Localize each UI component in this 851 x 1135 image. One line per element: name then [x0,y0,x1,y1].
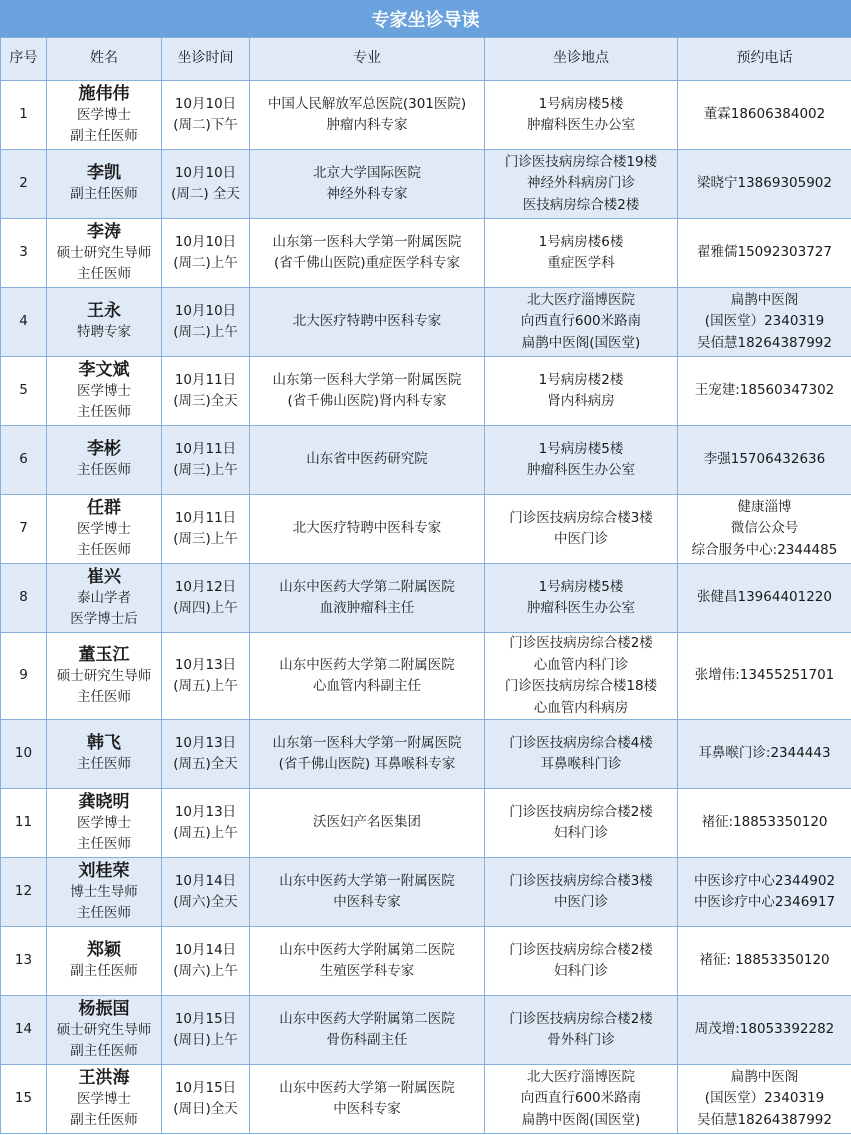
phone-line: 中医诊疗中心2346917 [693,894,836,910]
booking-phone [678,357,851,426]
specialty-line: 骨伤科副主任 [326,1032,408,1048]
doctor-title: 副主任医师 [70,1112,138,1128]
table-row [1,564,851,633]
clinic-time-line: (周五)上午 [173,825,238,841]
doctor-cell [47,81,162,150]
clinic-time [162,858,250,927]
booking-phone [678,426,851,495]
clinic-time-line: 10月10日 [174,302,237,319]
phone-line: 吴佰慧18264387992 [697,1111,832,1128]
specialty [250,996,485,1065]
clinic-time-line: 10月14日 [174,941,237,958]
specialty-line: 中医科专家 [333,1101,401,1117]
clinic-time-line: (周二) 全天 [171,186,240,202]
row-number: 12 [1,858,47,927]
specialty-line: 生殖医学科专家 [319,963,415,979]
clinic-location [485,564,678,633]
specialty [250,720,485,789]
specialty-line: (省千佛山医院) 耳鼻喉科专家 [278,756,456,772]
clinic-time-line: 10月13日 [174,656,237,673]
doctor-cell [47,720,162,789]
clinic-location [485,927,678,996]
doctor-cell [47,219,162,288]
doctor-cell [47,789,162,858]
row-number: 10 [1,720,47,789]
specialty [250,288,485,357]
table-row [1,288,851,357]
location-line: 肾内科病房 [547,393,615,409]
location-line: 1号病房楼2楼 [538,371,624,388]
location-line: 重症医学科 [547,255,615,271]
doctor-cell [47,564,162,633]
specialty-line: 山东中医药大学第一附属医院 [279,1079,455,1096]
phone-line: 中医诊疗中心2344902 [693,872,836,889]
phone-line: 翟雅儒15092303727 [697,244,832,261]
phone-line: 王宠建:18560347302 [694,382,835,399]
doctor-title: 主任医师 [77,462,131,479]
phone-line: 张增伟:13455251701 [694,667,835,684]
booking-phone [678,633,851,720]
row-number: 2 [1,150,47,219]
booking-phone [678,288,851,357]
specialty-line: 山东中医药大学第一附属医院 [279,872,455,889]
row-number: 13 [1,927,47,996]
clinic-time [162,495,250,564]
location-line: 中医门诊 [554,531,608,547]
phone-line: 耳鼻喉门诊:2344443 [698,745,831,762]
clinic-time [162,288,250,357]
doctor-title: 医学博士 [77,1090,131,1107]
clinic-location [485,150,678,219]
location-line: 扁鹊中医阁(国医堂) [521,334,641,351]
doctor-cell [47,858,162,927]
row-number: 8 [1,564,47,633]
booking-phone [678,564,851,633]
clinic-time-line: 10月12日 [174,578,237,595]
specialty [250,150,485,219]
doctor-cell [47,633,162,720]
table-row [1,720,851,789]
phone-line: 梁晓宁13869305902 [697,175,832,192]
clinic-time-line: 10月11日 [174,371,237,388]
location-line: 1号病房楼5楼 [538,578,624,595]
doctor-title: 副主任医师 [70,963,138,980]
clinic-time-line: (周五)全天 [173,756,238,772]
clinic-time-line: (周日)上午 [173,1032,238,1048]
location-line: 门诊医技病房综合楼3楼 [509,509,653,526]
clinic-time [162,219,250,288]
location-line: 肿瘤科医生办公室 [527,462,635,478]
specialty [250,927,485,996]
specialty-line: 沃医妇产名医集团 [313,814,421,831]
specialty [250,858,485,927]
row-number: 3 [1,219,47,288]
location-line: 向西直行600米路南 [520,313,642,330]
doctor-cell [47,288,162,357]
doctor-title: 硕士研究生导师 [56,667,152,684]
specialty [250,564,485,633]
doctor-title: 医学博士 [77,814,131,831]
table-row [1,219,851,288]
clinic-time-line: (周五)上午 [173,678,238,694]
doctor-title: 主任医师 [77,404,131,420]
doctor-cell [47,150,162,219]
doctor-title: 特聘专家 [77,324,131,341]
doctor-title: 医学博士后 [70,611,138,627]
specialty-line: 北京大学国际医院 [313,164,421,181]
location-line: 门诊医技病房综合楼18楼 [504,678,658,694]
clinic-location [485,426,678,495]
location-line: 1号病房楼5楼 [538,440,624,457]
doctor-name: 崔兴 [87,566,121,587]
clinic-time [162,1065,250,1134]
doctor-name: 龚晓明 [78,791,130,812]
row-number: 11 [1,789,47,858]
expert-schedule-table [0,37,851,1134]
doctor-name: 刘桂荣 [78,860,130,881]
clinic-time-line: (周三)全天 [173,393,238,409]
booking-phone [678,996,851,1065]
clinic-time-line: (周三)上午 [173,531,238,547]
doctor-name: 董玉江 [78,644,130,665]
doctor-cell [47,495,162,564]
doctor-name: 李涛 [87,221,121,242]
clinic-time [162,789,250,858]
phone-line: 扁鹊中医阁 [730,1068,799,1085]
page-title: 专家坐诊导读 [0,0,851,37]
specialty-line: 山东中医药大学第二附属医院 [279,656,455,673]
specialty-line: 山东第一医科大学第一附属医院 [272,233,462,250]
clinic-time [162,357,250,426]
location-line: 门诊医技病房综合楼2楼 [509,941,653,958]
doctor-cell [47,1065,162,1134]
specialty-line: 山东中医药大学附属第二医院 [279,1010,455,1027]
clinic-time-line: 10月15日 [174,1079,237,1096]
specialty-line: 山东第一医科大学第一附属医院 [272,734,462,751]
clinic-location [485,720,678,789]
table-row [1,495,851,564]
booking-phone [678,789,851,858]
clinic-time-line: 10月10日 [174,233,237,250]
clinic-time [162,720,250,789]
doctor-name: 杨振国 [78,998,130,1019]
specialty [250,789,485,858]
location-line: 肿瘤科医生办公室 [527,117,635,133]
clinic-time [162,150,250,219]
phone-line: 董霖18606384002 [703,106,826,123]
table-row [1,426,851,495]
clinic-location [485,858,678,927]
doctor-name: 李彬 [87,439,121,460]
clinic-time-line: 10月14日 [174,872,237,889]
table-row [1,1065,851,1134]
doctor-cell [47,996,162,1065]
clinic-location [485,81,678,150]
clinic-time-line: (周二)上午 [173,324,238,340]
clinic-time-line: 10月15日 [174,1010,237,1027]
doctor-title: 主任医师 [77,836,131,852]
phone-line: 吴佰慧18264387992 [697,334,832,351]
doctor-cell [47,357,162,426]
phone-line: 张健昌13964401220 [697,589,832,606]
header-row [1,38,851,81]
location-line: 门诊医技病房综合楼4楼 [509,734,653,751]
clinic-time [162,564,250,633]
location-line: 1号病房楼6楼 [538,233,624,250]
phone-line: 褚征: 18853350120 [699,952,830,969]
location-line: 中医门诊 [554,894,608,910]
clinic-time [162,927,250,996]
booking-phone [678,495,851,564]
table-row [1,81,851,150]
booking-phone [678,927,851,996]
row-number: 14 [1,996,47,1065]
phone-line: (国医堂）2340319 [704,313,825,330]
specialty [250,495,485,564]
table-row [1,858,851,927]
specialty-line: 山东省中医药研究院 [306,451,428,468]
doctor-name: 李文斌 [78,359,130,380]
specialty-line: 肿瘤内科专家 [326,117,408,133]
specialty-line: (省千佛山医院)重症医学科专家 [273,255,461,271]
specialty-line: 山东中医药大学第二附属医院 [279,578,455,595]
row-number: 1 [1,81,47,150]
booking-phone [678,720,851,789]
phone-line: 微信公众号 [730,520,799,537]
doctor-title: 泰山学者 [77,589,131,606]
specialty-line: 北大医疗特聘中医科专家 [292,520,442,537]
doctor-cell [47,927,162,996]
header-no: 序号 [1,38,47,81]
header-phone: 预约电话 [678,38,851,81]
location-line: 扁鹊中医阁(国医堂) [521,1111,641,1128]
phone-line: 健康淄博 [737,498,792,515]
specialty-line: 神经外科专家 [326,186,408,202]
table-row [1,633,851,720]
location-line: 心血管内科病房 [533,699,629,716]
clinic-time-line: (周二)下午 [173,117,238,133]
doctor-name: 韩飞 [87,733,121,754]
specialty-line: 北大医疗特聘中医科专家 [292,313,442,330]
clinic-location [485,495,678,564]
table-row [1,927,851,996]
clinic-time-line: (周六)上午 [173,963,238,979]
location-line: 1号病房楼5楼 [538,95,624,112]
doctor-title: 主任医师 [77,689,131,705]
clinic-time [162,996,250,1065]
doctor-name: 郑颖 [87,940,121,961]
phone-line: 褚征:18853350120 [701,814,828,831]
clinic-time-line: (周三)上午 [173,462,238,478]
specialty [250,426,485,495]
doctor-title: 主任医师 [77,542,131,558]
doctor-title: 博士生导师 [70,883,138,900]
location-line: 门诊医技病房综合楼19楼 [504,153,658,170]
clinic-location [485,357,678,426]
doctor-name: 任群 [87,497,121,518]
doctor-title: 硕士研究生导师 [56,1021,152,1038]
phone-line: 综合服务中心:2344485 [691,541,838,558]
clinic-time-line: 10月10日 [174,95,237,112]
location-line: 门诊医技病房综合楼2楼 [509,803,653,820]
specialty [250,357,485,426]
clinic-time [162,81,250,150]
location-line: 北大医疗淄博医院 [527,1068,635,1085]
doctor-title: 副主任医师 [70,128,138,144]
clinic-location [485,288,678,357]
doctor-name: 王洪海 [78,1067,130,1088]
specialty-line: 心血管内科副主任 [313,678,421,694]
clinic-time-line: (周二)上午 [173,255,238,271]
table-row [1,996,851,1065]
phone-line: 李强15706432636 [703,451,826,468]
location-line: 门诊医技病房综合楼3楼 [509,872,653,889]
location-line: 骨外科门诊 [547,1032,615,1048]
clinic-location [485,1065,678,1134]
doctor-cell [47,426,162,495]
location-line: 门诊医技病房综合楼2楼 [509,1010,653,1027]
doctor-title: 医学博士 [77,382,131,399]
header-name: 姓名 [47,38,162,81]
table-row [1,357,851,426]
table-row [1,789,851,858]
location-line: 妇科门诊 [554,963,608,979]
doctor-name: 施伟伟 [78,83,130,104]
booking-phone [678,1065,851,1134]
row-number: 15 [1,1065,47,1134]
doctor-title: 主任医师 [77,756,131,773]
clinic-time-line: (周四)上午 [173,600,238,616]
location-line: 心血管内科门诊 [533,656,629,673]
phone-line: 扁鹊中医阁 [730,291,799,308]
location-line: 向西直行600米路南 [520,1090,642,1107]
booking-phone [678,81,851,150]
location-line: 北大医疗淄博医院 [527,291,635,308]
clinic-time-line: 10月13日 [174,734,237,751]
specialty [250,81,485,150]
doctor-title: 主任医师 [77,905,131,921]
booking-phone [678,150,851,219]
specialty-line: 血液肿瘤科主任 [319,600,415,616]
row-number: 5 [1,357,47,426]
clinic-time-line: (周日)全天 [173,1101,238,1117]
specialty-line: (省千佛山医院)肾内科专家 [287,393,447,409]
specialty-line: 中医科专家 [333,894,401,910]
doctor-title: 主任医师 [77,266,131,282]
phone-line: 周茂增:18053392282 [694,1021,835,1038]
row-number: 9 [1,633,47,720]
specialty [250,219,485,288]
location-line: 门诊医技病房综合楼2楼 [509,635,653,651]
table-row [1,150,851,219]
clinic-time-line: 10月10日 [174,164,237,181]
clinic-location [485,219,678,288]
specialty-line: 山东第一医科大学第一附属医院 [272,371,462,388]
location-line: 耳鼻喉科门诊 [540,756,622,772]
clinic-time [162,426,250,495]
location-line: 妇科门诊 [554,825,608,841]
clinic-time [162,633,250,720]
clinic-location [485,789,678,858]
header-specialty: 专业 [250,38,485,81]
doctor-title: 副主任医师 [70,1043,138,1059]
specialty [250,633,485,720]
location-line: 医技病房综合楼2楼 [522,196,640,213]
header-time: 坐诊时间 [162,38,250,81]
location-line: 肿瘤科医生办公室 [527,600,635,616]
doctor-title: 医学博士 [77,106,131,123]
specialty [250,1065,485,1134]
phone-line: (国医堂）2340319 [704,1090,825,1107]
row-number: 6 [1,426,47,495]
location-line: 神经外科病房门诊 [527,175,635,192]
specialty-line: 中国人民解放军总医院(301医院) [267,95,467,112]
booking-phone [678,858,851,927]
clinic-time-line: 10月11日 [174,509,237,526]
doctor-name: 李凯 [87,163,121,184]
doctor-title: 副主任医师 [70,186,138,203]
clinic-time-line: 10月11日 [174,440,237,457]
clinic-location [485,996,678,1065]
doctor-title: 硕士研究生导师 [56,244,152,261]
header-location: 坐诊地点 [485,38,678,81]
clinic-location [485,633,678,720]
clinic-time-line: (周六)全天 [173,894,238,910]
specialty-line: 山东中医药大学附属第二医院 [279,941,455,958]
booking-phone [678,219,851,288]
row-number: 4 [1,288,47,357]
doctor-name: 王永 [87,301,121,322]
clinic-time-line: 10月13日 [174,803,237,820]
row-number: 7 [1,495,47,564]
doctor-title: 医学博士 [77,520,131,537]
